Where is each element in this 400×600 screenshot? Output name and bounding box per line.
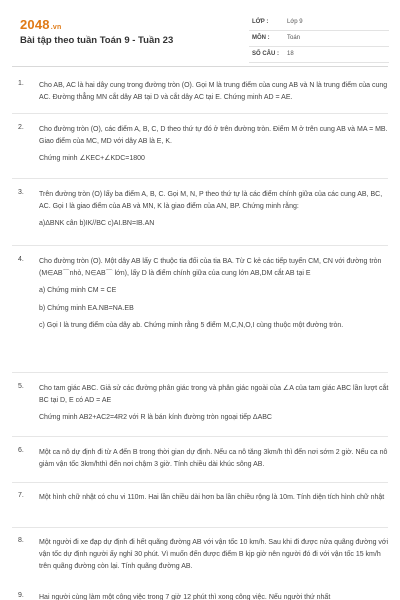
- question-number: 2.: [18, 124, 24, 131]
- question-text: Cho đường tròn (O), các điểm A, B, C, D theo thứ tự đó ở trên đường tròn. Điểm M ở trên cung AB và MA = MB. Giao điểm của MC, MD với dây AB là E, K.: [39, 126, 388, 146]
- question-text: Một hình chữ nhật có chu vi 110m. Hai lần chiều dài hơn ba lần chiều rộng là 10m. Tính diện tích hình chữ nhật: [39, 494, 385, 501]
- question-text: c) Gọi I là trung điểm của dây ab. Chứng minh rằng 5 điểm M,C,N,O,I cùng thuộc một đường tròn.: [39, 321, 344, 329]
- meta-row-class: [249, 15, 389, 31]
- question-body: [39, 447, 389, 476]
- question-text: Một người đi xe đạp dự định đi hết quãng đường AB với vận tốc 10 km/h. Sau khi đi được nửa quãng đường với vận tốc dự định người ấy nghỉ 30 phút. Vì muốn đến được điểm B kịp giờ nên người đó đi với vận tốc 15 km/h trên quãng đường còn lại. Tính quãng đường AB.: [39, 539, 389, 571]
- header-divider: [12, 66, 388, 67]
- question-text: Cho AB, AC là hai dây cung trong đường tròn (O). Gọi M là trung điểm của cung AB và N là trung điểm của cung AC. Đường thẳng MN cắt dây AB tại D và cắt dây AC tại E. Chứng minh AD = AE.: [39, 82, 388, 102]
- question-number: 4.: [18, 256, 24, 263]
- meta-value: 18: [287, 51, 294, 57]
- question-separator: [12, 245, 388, 246]
- page-title: Bài tập theo tuần Toán 9 - Tuần 23: [20, 35, 174, 46]
- question-text: a) Chứng minh CM = CE: [39, 287, 117, 295]
- question-text: b) Chứng minh EA.NB=NA.EB: [39, 304, 134, 312]
- meta-row-count: [249, 47, 389, 63]
- question-body: [39, 124, 389, 171]
- question-body: [39, 189, 389, 236]
- question-text: Trên đường tròn (O) lấy ba điểm A, B, C. Gọi M, N, P theo thứ tự là các điểm chính giữa của các cung AB, BC, AC. Gọi I là giao điểm của AB và MN, K là giao điểm của AN, BP. Chứng minh rằng:: [39, 191, 383, 211]
- question-text: Chứng minh AB2+AC2=4R2 với R là bán kính đường tròn ngoại tiếp ΔABC: [39, 414, 272, 422]
- question-separator: [12, 527, 388, 528]
- question-number: 7.: [18, 492, 24, 499]
- question-separator: [12, 436, 388, 437]
- question-number: 6.: [18, 447, 24, 454]
- question-number: 3.: [18, 189, 24, 196]
- question-number: 9.: [18, 592, 24, 599]
- meta-key: MÔN :: [252, 35, 270, 41]
- question-separator: [12, 482, 388, 483]
- meta-value: Toán: [287, 35, 301, 41]
- meta-table: [249, 15, 389, 63]
- question-body: [39, 537, 389, 579]
- question-number: 1.: [18, 80, 24, 87]
- question-body: [39, 592, 389, 600]
- question-text: Chứng minh ∠KEC+∠KDC=1800: [39, 155, 145, 163]
- question-body: [39, 383, 389, 430]
- meta-value: Lớp 9: [287, 19, 303, 25]
- site-logo[interactable]: [20, 17, 61, 32]
- question-separator: [12, 113, 388, 114]
- question-text: a)ΔBNK cân b)IK//BC c)AI.BN=IB.AN: [39, 220, 155, 228]
- question-text: Cho đường tròn (O). Một dây AB lấy C thuộc tia đối của tia BA. Từ C kẻ các tiếp tuyến CM, CN với đường tròn (M∈AB⌒nhỏ, N∈AB⌒ lớn), lấy D là điểm chính giữa của cung lớn AB,DM cắt AB tại E: [39, 258, 382, 278]
- question-number: 8.: [18, 537, 24, 544]
- question-body: [39, 492, 389, 509]
- logo-sub: .vn: [50, 24, 62, 31]
- question-body: [39, 256, 389, 337]
- logo-main: 2048: [20, 17, 50, 32]
- question-separator: [12, 178, 388, 179]
- question-body: [39, 80, 389, 109]
- page-header: [0, 0, 400, 66]
- question-text: Một ca nô dự định đi từ A đến B trong thời gian dự định. Nếu ca nô tăng 3km/h thì đến nơi sớm 2 giờ. Nếu ca nô giảm vận tốc 3km/hthì đến nơi chậm 3 giờ. Tính chiều dài khúc sông AB.: [39, 449, 388, 469]
- meta-key: SỐ CÂU :: [252, 51, 279, 57]
- question-separator: [12, 372, 388, 373]
- question-text: Cho tam giác ABC. Giả sử các đường phân giác trong và phân giác ngoài của ∠A của tam giác ABC lần lượt cắt BC tại D, E có AD = AE: [39, 385, 389, 405]
- question-number: 5.: [18, 383, 24, 390]
- question-text: Hai người cùng làm một công việc trong 7 giờ 12 phút thì xong công việc. Nếu người thứ nhất: [39, 594, 331, 600]
- meta-row-subject: [249, 31, 389, 47]
- meta-key: LỚP :: [252, 19, 269, 25]
